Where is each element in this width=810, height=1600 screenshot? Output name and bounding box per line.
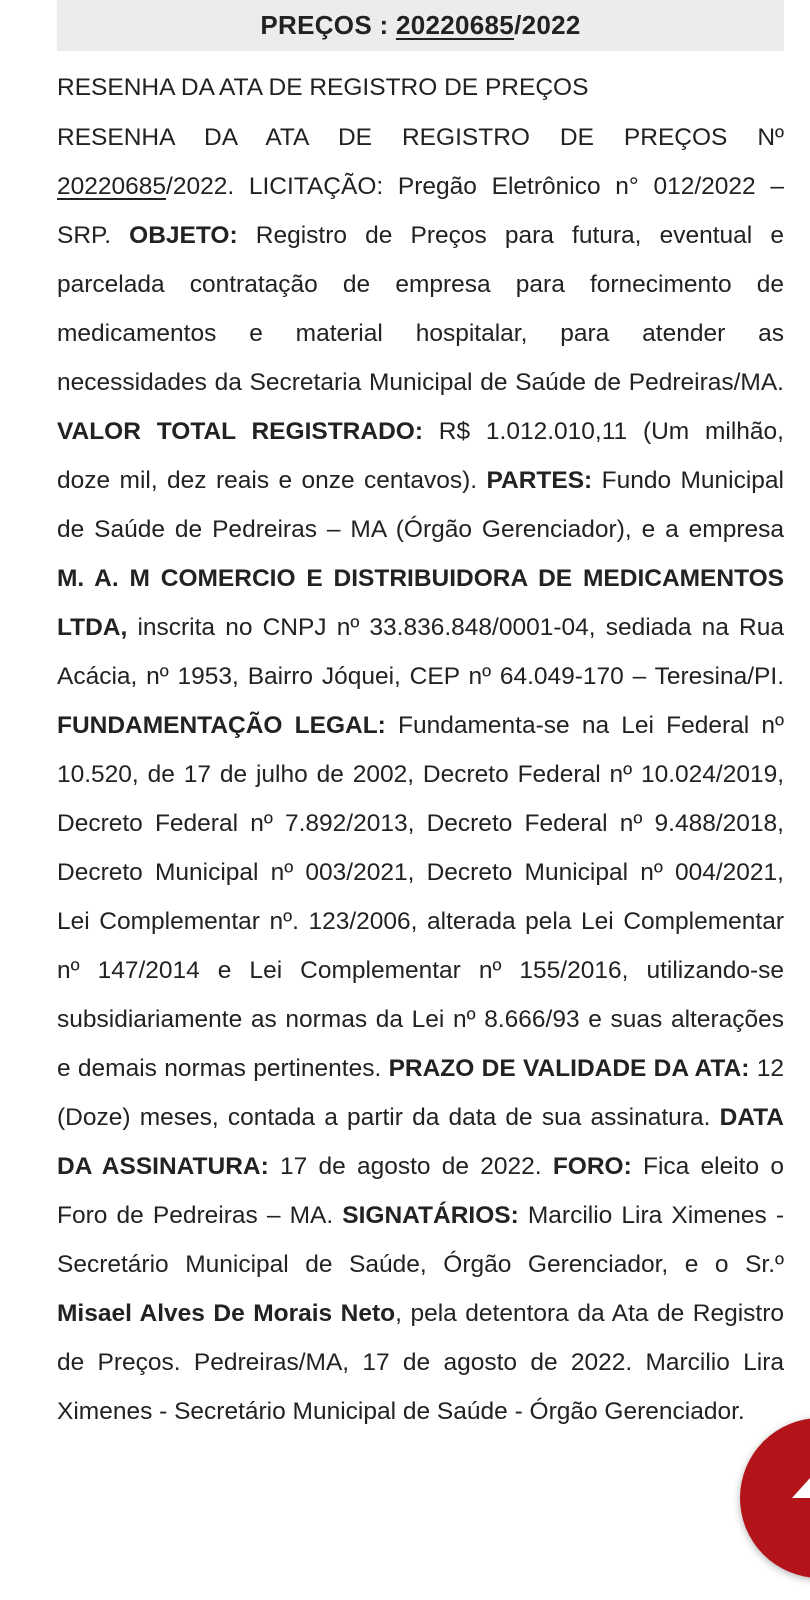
document-body xyxy=(57,113,784,1436)
label-foro: FORO: xyxy=(552,1153,632,1180)
scroll-top-button[interactable] xyxy=(740,1418,810,1578)
label-prazo: PRAZO DE VALIDADE DA ATA: xyxy=(388,1055,750,1082)
label-objeto: OBJETO: xyxy=(129,222,238,249)
label-valor-total: VALOR TOTAL REGISTRADO: xyxy=(57,418,423,445)
label-partes: PARTES: xyxy=(486,467,593,494)
chevron-up-icon xyxy=(792,1478,810,1498)
ata-number: 20220685 xyxy=(57,173,167,200)
document-subtitle: RESENHA DA ATA DE REGISTRO DE PREÇOS xyxy=(57,74,589,101)
signatory-name: Misael Alves De Morais Neto xyxy=(57,1300,396,1327)
title-suffix: /2022 xyxy=(514,10,581,40)
company-name: M. A. M COMERCIO E DISTRIBUIDORA DE MEDICAMENTOS LTDA, xyxy=(57,565,784,641)
title-number: 20220685 xyxy=(395,10,515,40)
page-title xyxy=(260,10,580,41)
body-paragraph: RESENHA DA ATA DE REGISTRO DE PREÇOS Nº 20220685/2022. LICITAÇÃO: Pregão Eletrônico n° 012/2022 – SRP. OBJETO: Registro de Preços para futura, eventual e parcelada contratação de empresa para fornecimento de medicamentos e material hospitalar, para atender as necessidades da Secretaria Municipal de Saúde de Pedreiras/MA. VALOR TOTAL REGISTRADO: R$ 1.012.010,11 (Um milhão, doze mil, dez reais e onze centavos). PARTES: Fundo Municipal de Saúde de Pedreiras – MA (Órgão Gerenciador), e a empresa M. A. M COMERCIO E DISTRIBUIDORA DE MEDICAMENTOS LTDA, inscrita no CNPJ nº 33.836.848/0001-04, sediada na Rua Acácia, nº 1953, Bairro Jóquei, CEP nº 64.049-170 – Teresina/PI. FUNDAMENTAÇÃO LEGAL: Fundamenta-se na Lei Federal nº 10.520, de 17 de julho de 2002, Decreto Federal nº 10.024/2019, Decreto Federal nº 7.892/2013, Decreto Federal nº 9.488/2018, Decreto Municipal nº 003/2021, Decreto Municipal nº 004/2021, Lei Complementar nº. 123/2006, alterada pela Lei Complementar nº 147/2014 e Lei Complementar nº 155/2016, utilizando-se subsidiariamente as normas da Lei nº 8.666/93 e suas alterações e demais normas pertinentes. PRAZO DE VALIDADE DA ATA: 12 (Doze) meses, contada a partir da data de sua assinatura. DATA DA ASSINATURA: 17 de agosto de 2022. FORO: Fica eleito o Foro de Pedreiras – MA. SIGNATÁRIOS: Marcilio Lira Ximenes - Secretário Municipal de Saúde, Órgão Gerenciador, e o Sr.º Misael Alves De Morais Neto, pela detentora da Ata de Registro de Preços. Pedreiras/MA, 17 de agosto de 2022. Marcilio Lira Ximenes - Secretário Municipal de Saúde - Órgão Gerenciador. xyxy=(57,124,785,1425)
header-bar xyxy=(57,0,784,51)
title-prefix: PREÇOS : xyxy=(260,10,396,40)
label-signatarios: SIGNATÁRIOS: xyxy=(342,1202,519,1229)
label-data-assinatura: DATA DA ASSINATURA: xyxy=(57,1104,784,1180)
label-fundamentacao: FUNDAMENTAÇÃO LEGAL: xyxy=(57,712,386,739)
